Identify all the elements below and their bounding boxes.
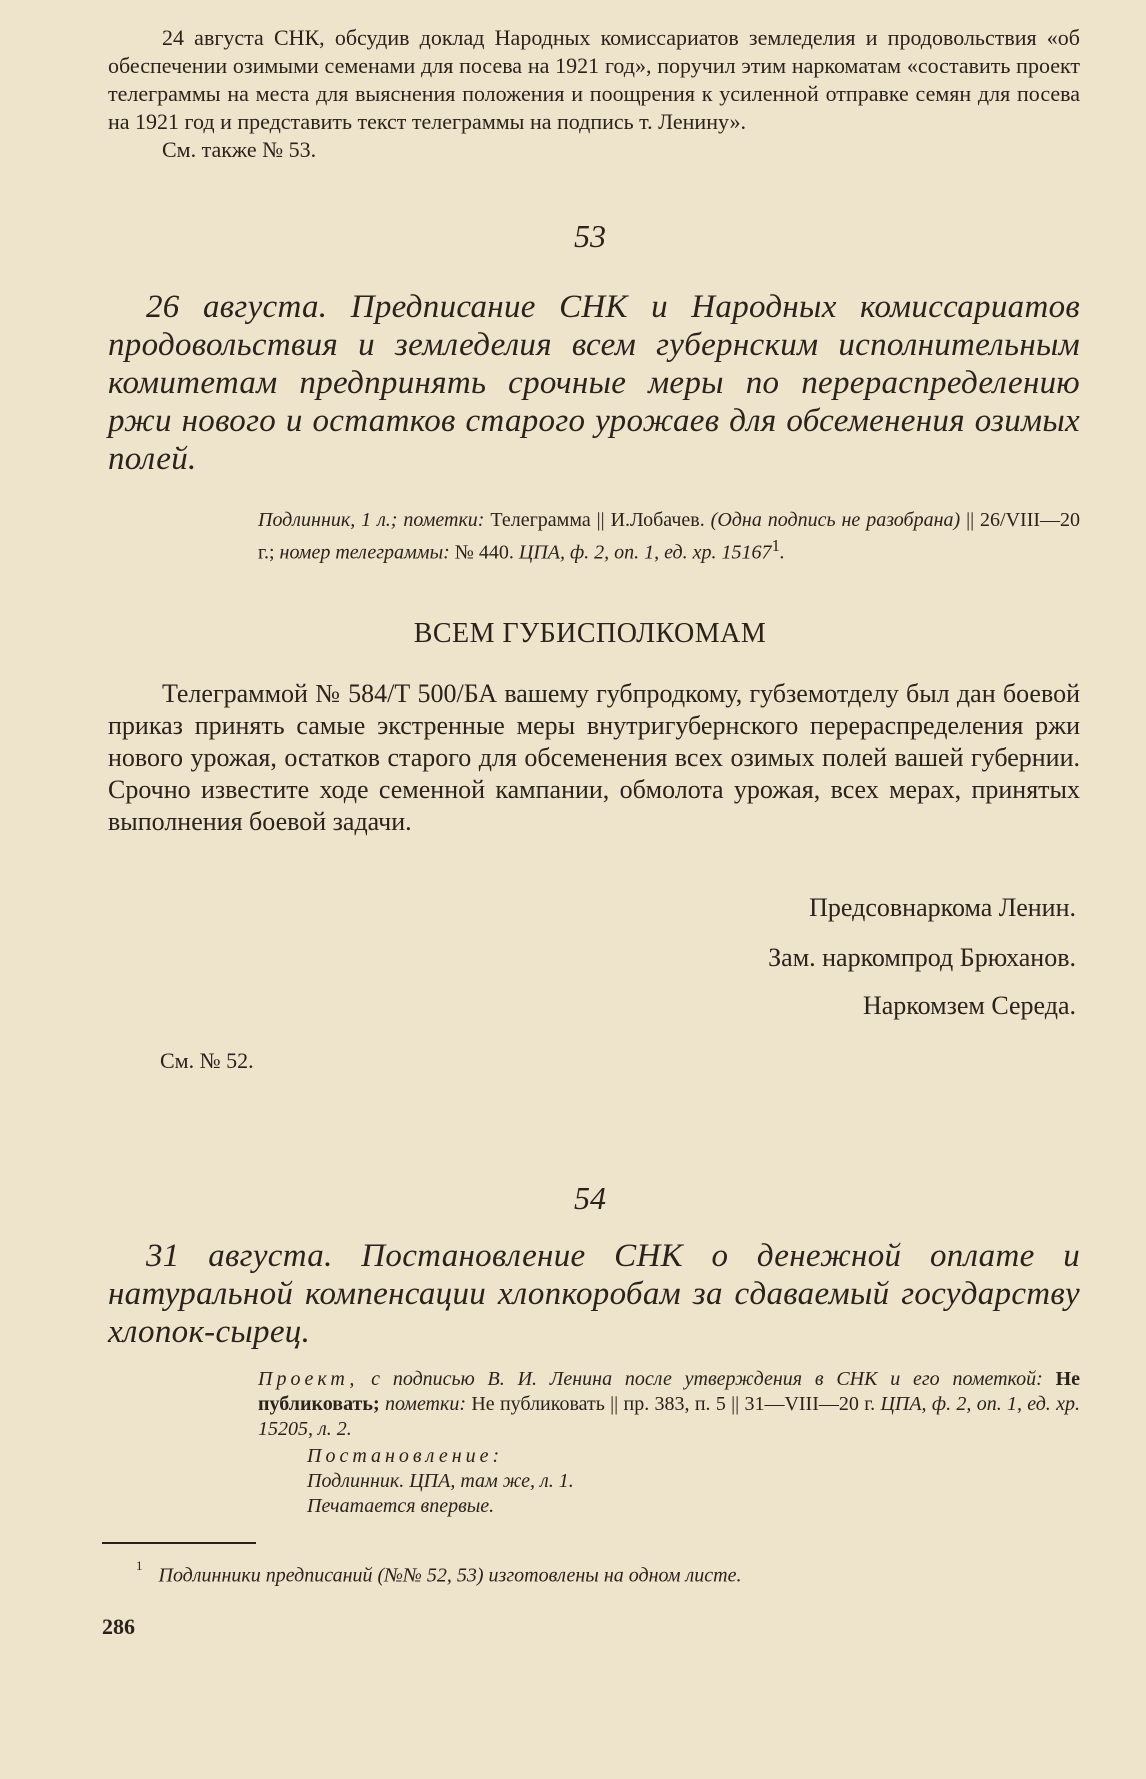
source-part: с подписью В. И. Ленина после утверждения в СНК и его пометкой:	[371, 1368, 1043, 1390]
resolution-source: Подлинник. ЦПА, там же, л. 1.	[307, 1470, 574, 1492]
source-part: пометки:	[384, 1393, 467, 1415]
intro-text: 24 августа СНК, обсудив доклад Народных комиссариатов земледелия и продовольствия «об обеспечении озимыми семенами для посева на 1921 год», поручил этим наркоматам «составить проект телеграммы на места для выяснения положения и поощрения к усиленной отправке семян для посева на 1921 год и представить текст телеграммы на подпись т. Ленину».	[108, 25, 1080, 134]
doc-54-resolution	[307, 1444, 1080, 1519]
doc-54-number: 54	[574, 1180, 606, 1216]
telegram-body	[108, 678, 1080, 838]
signature-bryukhanov: Зам. наркомпрод Брюханов.	[768, 943, 1076, 972]
page-number: 286	[102, 1614, 135, 1639]
source-part: № 440.	[454, 541, 514, 564]
footnote-text: Подлинники предписаний (№№ 52, 53) изготовлены на одном листе.	[158, 1564, 742, 1587]
source-part: Не публиковать || пр. 383, п. 5 || 31—VIII—20 г.	[471, 1393, 876, 1415]
signature-sereda: Наркомзем Середа.	[862, 991, 1076, 1020]
source-part: номер телеграммы:	[279, 541, 450, 564]
telegram-text: Телеграммой № 584/Т 500/БА вашему губпродкому, губземотделу был дан боевой приказ принять самые экстренные меры внутригубернского перераспределения ржи нового урожая, остатков старого для обсеменения всех озимых полей вашей губернии. Срочно известите ходе семенной кампании, обмолота урожая, всех мерах, принятых выполнения боевой задачи.	[108, 679, 1080, 836]
footnote	[136, 1558, 742, 1588]
footnote-divider	[102, 1542, 256, 1544]
doc-54-source	[258, 1367, 1080, 1442]
resolution-label: Постановление:	[307, 1445, 504, 1467]
source-part: Подлинник, 1 л.; пометки:	[258, 509, 485, 531]
printed-note: Печатается впервые.	[307, 1495, 495, 1517]
telegram-address: ВСЕМ ГУБИСПОЛКОМАМ	[413, 618, 767, 649]
doc-54-heading: 31 августа. Постановление СНК о денежной оплате и натуральной компенсации хлопкоробам за сдаваемый государству хлопок-сырец.	[108, 1238, 1080, 1350]
source-part: Не публиковать;	[258, 1368, 1081, 1415]
source-archive: ЦПА, ф. 2, оп. 1, ед. хр. 15205, л. 2.	[258, 1393, 1080, 1440]
doc-53-see-also: См. № 52.	[160, 1048, 254, 1073]
intro-paragraph	[108, 24, 1080, 164]
doc-53-heading: 26 августа. Предписание СНК и Народных комиссариатов продовольствия и земледелия всем губернским исполнительным комитетам предпринять срочные меры по перераспределению ржи нового и остатков старого урожаев для обсеменения озимых полей.	[108, 289, 1080, 477]
source-archive: ЦПА, ф. 2, оп. 1, ед. хр. 15167	[518, 541, 772, 564]
source-part: Проект,	[258, 1368, 359, 1390]
footnote-ref: 1	[771, 536, 780, 555]
signature-lenin: Предсовнаркома Ленин.	[809, 893, 1076, 922]
footnote-mark: 1	[136, 1558, 143, 1573]
doc-53-number: 53	[574, 218, 606, 254]
doc-53-source: Подлинник, 1 л.; пометки: Телеграмма || И.Лобачев. (Одна подпись не разобрана) || 26/VIII—20 г.; номер телеграммы: № 440. ЦПА, ф. 2, оп. 1, ед. хр. 15167$^1$.	[258, 509, 1081, 564]
source-part: Телеграмма || И.Лобачев.	[490, 509, 705, 531]
source-part: (Одна подпись не разобрана)	[710, 509, 961, 531]
source-part: || 26/VIII—20 г.;	[258, 509, 1081, 564]
intro-see-also: См. также № 53.	[162, 137, 317, 162]
